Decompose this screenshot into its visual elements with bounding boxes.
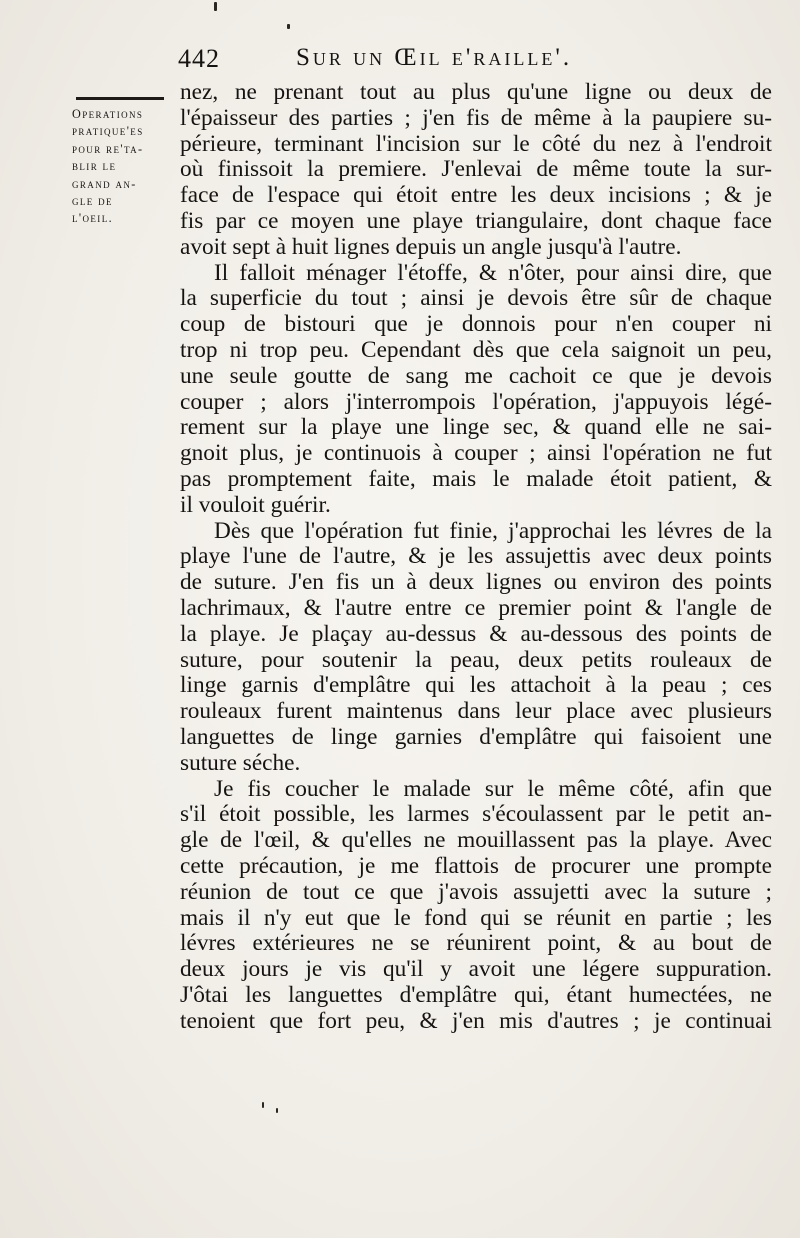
text-line: trop ni trop peu. Cependant dès que cela saignoit un peu, bbox=[180, 336, 772, 363]
ink-speck bbox=[287, 24, 290, 29]
text-line: Il falloit ménager l'étoffe, & n'ôter, pour ainsi dire, que bbox=[214, 259, 772, 286]
margin-note-line: gle de bbox=[72, 194, 113, 209]
text-line: J'ôtai les languettes d'emplâtre qui, étant humectées, ne bbox=[180, 981, 772, 1008]
margin-note-line: Operations bbox=[72, 107, 144, 121]
text-line: la superficie du tout ; ainsi je devois être sûr de chaque bbox=[180, 285, 772, 312]
text-line: la playe. Je plaçay au-dessus & au-dessous des points de bbox=[180, 620, 772, 647]
margin-note-line: l'oeil. bbox=[72, 211, 114, 226]
text-line: périeure, terminant l'incision sur le côté du nez à l'endroit bbox=[180, 130, 772, 157]
text-line: deux jours je vis qu'il y avoit une légere suppuration. bbox=[180, 956, 772, 983]
text-line: lévres extérieures ne se réunirent point, & au bout de bbox=[180, 930, 772, 957]
text-line: gnoit plus, je continuois à couper ; ainsi l'opération ne fut bbox=[180, 440, 772, 467]
text-line: tenoient que fort peu, & j'en mis d'autres ; je continuai bbox=[180, 1007, 772, 1034]
ink-speck bbox=[276, 1108, 278, 1113]
text-line: l'épaisseur des parties ; j'en fis de même à la paupiere su- bbox=[180, 104, 772, 131]
margin-note-line: pratique'es bbox=[72, 124, 144, 139]
text-line: s'il étoit possible, les larmes s'écoulassent par le petit an- bbox=[180, 801, 772, 828]
text-line: face de l'espace qui étoit entre les deux incisions ; & je bbox=[180, 182, 772, 209]
running-head: Sur un Œil e'raille'. bbox=[296, 44, 573, 71]
text-line: de suture. J'en fis un à deux lignes ou environ des points bbox=[180, 569, 772, 596]
text-line: rouleaux furent maintenus dans leur place avec plusieurs bbox=[180, 698, 772, 725]
text-line: couper ; alors j'interrompois l'opération, j'appuyois légé- bbox=[180, 388, 772, 415]
text-line: suture, pour soutenir la peau, deux petits rouleaux de bbox=[180, 646, 772, 673]
text-line: avoit sept à huit lignes depuis un angle jusqu'à l'autre. bbox=[180, 233, 682, 260]
margin-note-line: pour re'ta- bbox=[72, 141, 144, 156]
text-line: playe l'une de l'autre, & je les assujettis avec deux points bbox=[180, 543, 772, 570]
page-header bbox=[178, 44, 648, 84]
page-number: 442 bbox=[178, 44, 220, 73]
margin-note-line: blir le bbox=[72, 159, 117, 174]
text-line: pas promptement faite, mais le malade étoit patient, & bbox=[180, 465, 772, 492]
text-line: coup de bistouri que je donnois pour n'en couper ni bbox=[180, 311, 772, 338]
text-line: lachrimaux, & l'autre entre ce premier point & l'angle de bbox=[180, 594, 772, 621]
margin-rule bbox=[76, 97, 164, 100]
text-line: cette précaution, je me flattois de procurer une prompte bbox=[180, 852, 772, 879]
margin-note-line: grand an- bbox=[72, 176, 137, 191]
text-line: une seule goutte de sang me cachoit ce que je devois bbox=[180, 362, 772, 389]
text-line: mais il n'y eut que le fond qui se réunit en partie ; les bbox=[180, 904, 772, 931]
margin-note bbox=[72, 106, 176, 228]
text-line: Je fis coucher le malade sur le même côté, afin que bbox=[214, 775, 772, 802]
text-line: réunion de tout ce que j'avois assujetti avec la suture ; bbox=[180, 878, 772, 905]
text-line: linge garnis d'emplâtre qui les attachoit à la peau ; ces bbox=[180, 672, 772, 699]
text-line: gle de l'œil, & qu'elles ne mouillassent pas la playe. Avec bbox=[180, 827, 772, 854]
ink-speck bbox=[214, 2, 217, 11]
text-line: languettes de linge garnies d'emplâtre qui faisoient une bbox=[180, 723, 772, 750]
body-text bbox=[180, 80, 772, 1034]
text-line: où finissoit la premiere. J'enlevai de même toute la sur- bbox=[180, 156, 772, 183]
text-line: il vouloit guérir. bbox=[180, 491, 331, 518]
text-line: Dès que l'opération fut finie, j'approchai les lévres de la bbox=[214, 517, 772, 544]
text-line: rement sur la playe une linge sec, & quand elle ne sai- bbox=[180, 414, 772, 441]
text-line: fis par ce moyen une playe triangulaire, dont chaque face bbox=[180, 207, 772, 234]
ink-speck bbox=[262, 1102, 264, 1108]
text-line: nez, ne prenant tout au plus qu'une ligne ou deux de bbox=[180, 79, 772, 105]
text-line: suture séche. bbox=[180, 749, 301, 776]
